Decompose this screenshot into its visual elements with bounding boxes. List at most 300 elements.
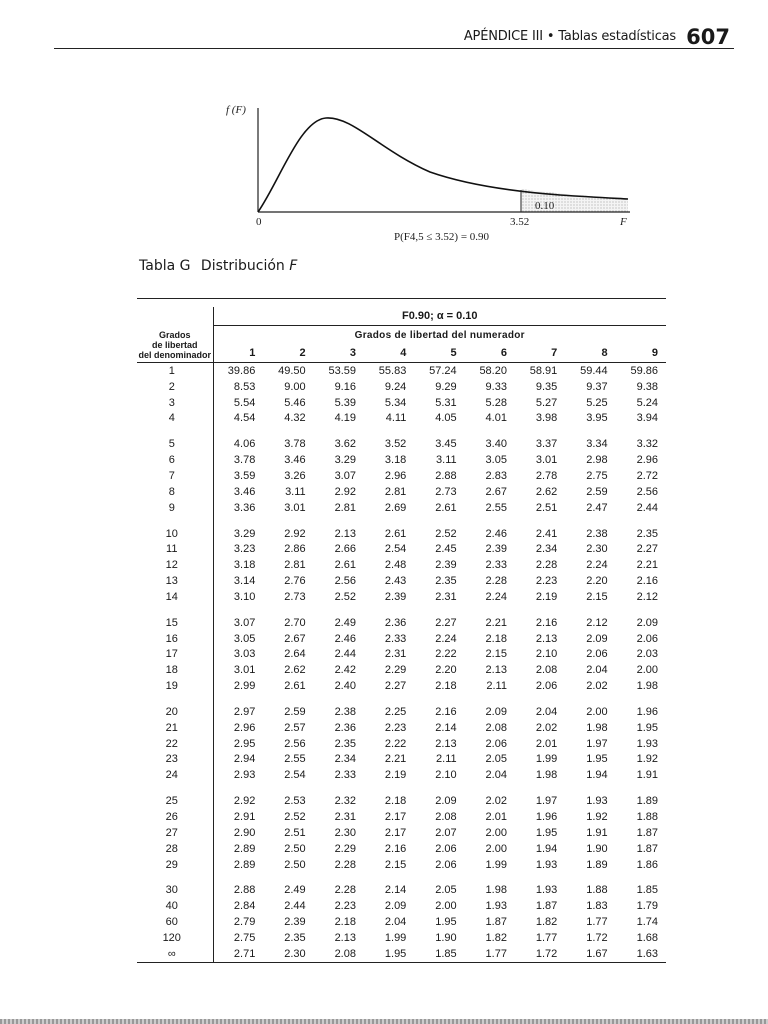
critical-value: 1.67 (586, 947, 608, 960)
critical-value: 1.95 (535, 826, 558, 839)
critical-value: 3.01 (535, 454, 558, 467)
critical-value: 2.02 (485, 795, 507, 808)
critical-value: 2.46 (485, 527, 507, 540)
critical-value: 3.52 (384, 438, 407, 451)
column-header: 3 (314, 344, 364, 363)
critical-value: 3.03 (233, 648, 256, 661)
critical-value: 2.46 (334, 632, 356, 645)
denominator-df: 20 (137, 694, 213, 720)
critical-value: 2.22 (384, 737, 407, 750)
critical-value: 39.86 (227, 364, 256, 377)
critical-value: 2.34 (535, 543, 558, 556)
critical-value: 9.29 (435, 380, 457, 393)
column-header: 6 (465, 344, 515, 363)
critical-value: 2.35 (636, 527, 658, 540)
critical-value: 2.43 (384, 575, 407, 588)
critical-value: 2.95 (233, 737, 256, 750)
critical-value: 2.39 (485, 543, 507, 556)
critical-value: 2.23 (334, 900, 356, 913)
critical-value: 2.00 (485, 826, 507, 839)
critical-value: 5.39 (334, 396, 356, 409)
critical-value: 2.13 (435, 737, 457, 750)
denominator-df: 19 (137, 678, 213, 694)
critical-value: 1.83 (586, 900, 608, 913)
denominator-df: 40 (137, 898, 213, 914)
critical-value: 2.31 (384, 648, 407, 661)
critical-value: 2.38 (334, 705, 356, 718)
critical-value: 2.16 (636, 575, 658, 588)
critical-value: 3.40 (485, 438, 507, 451)
critical-value: 3.11 (436, 454, 457, 467)
critical-value: 2.62 (535, 485, 558, 498)
row-header-line1: Grados (158, 330, 191, 340)
critical-value: 1.82 (535, 916, 558, 929)
critical-value: 1.89 (586, 858, 608, 871)
critical-value: 2.18 (435, 680, 457, 693)
critical-value: 2.08 (334, 947, 356, 960)
critical-value: 2.14 (435, 721, 457, 734)
critical-value: 2.04 (485, 769, 507, 782)
critical-value: 2.56 (636, 485, 658, 498)
critical-value: 2.92 (334, 485, 356, 498)
denominator-df: 3 (137, 395, 213, 411)
critical-value: 3.18 (233, 559, 256, 572)
denominator-df: 18 (137, 662, 213, 678)
critical-value: 2.59 (284, 705, 306, 718)
critical-value: 2.13 (334, 931, 356, 944)
running-title: APÉNDICE III • Tablas estadísticas (463, 29, 676, 44)
critical-value: 2.75 (233, 931, 256, 944)
critical-value: 2.00 (485, 842, 507, 855)
critical-value: 9.33 (485, 380, 507, 393)
critical-value: 1.94 (586, 769, 608, 782)
critical-value: 1.82 (485, 931, 507, 944)
critical-value: 2.47 (586, 501, 608, 514)
critical-value: 2.21 (636, 559, 658, 572)
critical-value: 2.81 (384, 485, 407, 498)
table-row (137, 426, 666, 452)
table-row (137, 557, 666, 573)
critical-value: 2.36 (384, 616, 407, 629)
critical-value: 2.21 (384, 753, 407, 766)
critical-value: 2.09 (384, 900, 407, 913)
denominator-df: 11 (137, 541, 213, 557)
critical-value: 1.99 (384, 931, 407, 944)
critical-value: 49.50 (278, 364, 306, 377)
critical-value: 4.06 (233, 438, 256, 451)
critical-value: 3.62 (334, 438, 356, 451)
tail-area-label: 0.10 (535, 200, 555, 212)
denominator-df: 13 (137, 573, 213, 589)
critical-value: 2.30 (586, 543, 608, 556)
critical-value: 2.99 (233, 680, 256, 693)
critical-value: 1.94 (535, 842, 558, 855)
critical-value: 2.28 (334, 884, 356, 897)
denominator-df: ∞ (137, 946, 213, 962)
table-row (137, 930, 666, 946)
critical-value: 2.00 (586, 705, 608, 718)
critical-value: 2.30 (334, 826, 356, 839)
critical-value: 4.11 (385, 412, 407, 425)
critical-value: 4.19 (334, 412, 356, 425)
critical-value: 2.33 (384, 632, 407, 645)
critical-value: 3.05 (485, 454, 507, 467)
critical-value: 2.54 (384, 543, 407, 556)
critical-value: 2.27 (384, 680, 407, 693)
critical-value: 2.55 (485, 501, 507, 514)
critical-value: 5.27 (535, 396, 558, 409)
table-row (137, 783, 666, 809)
critical-value: 8.53 (233, 380, 256, 393)
critical-value: 2.41 (535, 527, 558, 540)
denominator-df: 2 (137, 379, 213, 395)
critical-value: 2.61 (284, 680, 306, 693)
critical-values-table (137, 298, 666, 965)
critical-value: 3.36 (233, 501, 256, 514)
critical-value: 3.29 (233, 527, 256, 540)
critical-value: 2.03 (636, 648, 658, 661)
column-header: 7 (515, 344, 565, 363)
critical-value: 2.56 (284, 737, 306, 750)
row-header (137, 326, 213, 363)
critical-value: 9.35 (535, 380, 558, 393)
critical-value: 2.18 (334, 916, 356, 929)
critical-value: 2.24 (485, 590, 507, 603)
critical-value: 2.14 (384, 884, 407, 897)
denominator-df: 26 (137, 809, 213, 825)
critical-value: 2.30 (284, 947, 306, 960)
critical-value: 2.78 (535, 469, 558, 482)
critical-value: 2.19 (535, 590, 558, 603)
critical-value: 2.39 (435, 559, 457, 572)
critical-value: 9.37 (586, 380, 608, 393)
critical-value: 2.00 (636, 664, 658, 677)
critical-value: 2.35 (435, 575, 457, 588)
critical-value: 2.07 (435, 826, 457, 839)
critical-value: 2.93 (233, 769, 256, 782)
critical-value: 2.06 (435, 858, 457, 871)
critical-value: 2.52 (435, 527, 457, 540)
critical-value: 1.95 (435, 916, 457, 929)
table-row (137, 872, 666, 898)
critical-value: 2.81 (284, 559, 306, 572)
critical-value: 2.35 (334, 737, 356, 750)
critical-value: 2.04 (384, 916, 407, 929)
critical-value: 2.51 (284, 826, 306, 839)
denominator-df: 29 (137, 857, 213, 873)
critical-value: 2.29 (384, 664, 407, 677)
critical-value: 2.28 (535, 559, 558, 572)
critical-value: 2.04 (586, 664, 608, 677)
critical-value: 3.32 (636, 438, 658, 451)
critical-value: 3.59 (233, 469, 256, 482)
critical-value: 9.38 (636, 380, 658, 393)
critical-value: 1.96 (636, 705, 658, 718)
critical-value: 1.93 (636, 737, 658, 750)
column-header-row (137, 344, 666, 363)
critical-value: 3.01 (233, 664, 256, 677)
critical-value: 2.61 (435, 501, 457, 514)
critical-value: 2.35 (284, 931, 306, 944)
critical-value: 2.31 (334, 811, 356, 824)
critical-value: 1.79 (636, 900, 658, 913)
denominator-df: 24 (137, 767, 213, 783)
critical-value: 2.01 (485, 811, 507, 824)
critical-value: 1.97 (535, 795, 558, 808)
critical-value: 2.05 (435, 884, 457, 897)
denominator-df: 28 (137, 841, 213, 857)
critical-value: 2.96 (233, 721, 256, 734)
critical-value: 1.86 (636, 858, 658, 871)
critical-value: 2.48 (384, 559, 407, 572)
denominator-df: 8 (137, 484, 213, 500)
critical-value: 3.78 (233, 454, 256, 467)
critical-value: 2.72 (636, 469, 658, 482)
column-header: 2 (263, 344, 313, 363)
critical-value: 2.17 (384, 826, 407, 839)
critical-value: 58.20 (479, 364, 507, 377)
critical-value: 1.87 (636, 842, 658, 855)
critical-value: 1.87 (535, 900, 558, 913)
critical-value: 3.26 (284, 469, 306, 482)
critical-value: 2.04 (535, 705, 558, 718)
critical-value: 2.61 (384, 527, 407, 540)
critical-value: 2.88 (233, 884, 256, 897)
table-row (137, 898, 666, 914)
critical-value: 2.44 (636, 501, 658, 514)
critical-value: 2.19 (384, 769, 407, 782)
table-row (137, 395, 666, 411)
critical-value: 1.95 (384, 947, 407, 960)
critical-value: 5.25 (586, 396, 608, 409)
denominator-df: 30 (137, 872, 213, 898)
table-title: Distribución (200, 258, 285, 274)
critical-value: 2.23 (535, 575, 558, 588)
critical-value: 9.24 (384, 380, 407, 393)
critical-value: 1.89 (636, 795, 658, 808)
critical-value: 1.99 (485, 858, 507, 871)
critical-value: 1.93 (485, 900, 507, 913)
x-axis-label: F (620, 216, 627, 228)
critical-value: 2.05 (485, 753, 507, 766)
critical-value: 2.11 (486, 680, 507, 693)
table-row (137, 516, 666, 542)
critical-value: 1.92 (586, 811, 608, 824)
critical-value: 3.11 (285, 485, 306, 498)
table-row (137, 736, 666, 752)
critical-value: 1.93 (586, 795, 608, 808)
critical-value: 3.45 (435, 438, 457, 451)
critical-value: 2.54 (284, 769, 306, 782)
critical-value: 5.54 (233, 396, 256, 409)
critical-value: 1.90 (435, 931, 457, 944)
table-title-variable: F (289, 258, 298, 274)
critical-value: 3.34 (586, 438, 608, 451)
table-row (137, 541, 666, 557)
critical-value: 1.92 (636, 753, 658, 766)
table-row (137, 752, 666, 768)
table-row (137, 825, 666, 841)
table-row (137, 767, 666, 783)
critical-value: 2.92 (284, 527, 306, 540)
denominator-df: 4 (137, 411, 213, 427)
critical-value: 3.37 (535, 438, 558, 451)
table-row (137, 914, 666, 930)
critical-value: 2.08 (535, 664, 558, 677)
critical-value: 2.73 (284, 590, 306, 603)
critical-value: 3.05 (233, 632, 256, 645)
critical-value: 2.91 (233, 811, 256, 824)
critical-value: 2.92 (233, 795, 256, 808)
critical-value: 2.98 (586, 454, 608, 467)
critical-value: 2.53 (284, 795, 306, 808)
critical-value: 1.77 (586, 916, 608, 929)
critical-value: 1.68 (636, 931, 658, 944)
critical-value: 55.83 (378, 364, 407, 377)
critical-value: 2.36 (334, 721, 356, 734)
critical-value: 3.18 (384, 454, 407, 467)
critical-value: 2.49 (334, 616, 356, 629)
critical-value: 2.06 (435, 842, 457, 855)
critical-value: 1.99 (535, 753, 558, 766)
critical-value: 2.11 (436, 753, 457, 766)
page-number: 607 (686, 25, 730, 49)
denominator-df: 6 (137, 452, 213, 468)
critical-value: 1.87 (636, 826, 658, 839)
critical-value: 1.77 (535, 931, 558, 944)
critical-value: 2.06 (636, 632, 658, 645)
critical-value: 1.91 (586, 826, 608, 839)
table-row (137, 678, 666, 694)
table-row (137, 809, 666, 825)
column-header: 8 (565, 344, 615, 363)
table-row (137, 605, 666, 631)
table-row (137, 363, 666, 379)
critical-value: 3.98 (535, 412, 558, 425)
denominator-df: 15 (137, 605, 213, 631)
critical-value: 2.39 (284, 916, 306, 929)
critical-value: 2.71 (233, 947, 256, 960)
critical-value: 2.83 (485, 469, 507, 482)
critical-value: 2.09 (636, 616, 658, 629)
table-row (137, 631, 666, 647)
critical-value: 2.45 (435, 543, 457, 556)
critical-value: 2.34 (334, 753, 356, 766)
critical-value: 2.00 (435, 900, 457, 913)
critical-value: 2.97 (233, 705, 256, 718)
critical-value: 2.06 (586, 648, 608, 661)
critical-value: 2.09 (586, 632, 608, 645)
critical-value: 2.64 (284, 648, 306, 661)
critical-value: 2.69 (384, 501, 407, 514)
table-row (137, 946, 666, 962)
critical-value: 3.46 (284, 454, 306, 467)
critical-value: 1.88 (636, 811, 658, 824)
critical-value: 3.07 (233, 616, 256, 629)
critical-value: 1.63 (636, 947, 658, 960)
table-caption (139, 258, 297, 274)
critical-value: 2.24 (435, 632, 457, 645)
critical-value: 1.91 (636, 769, 658, 782)
critical-value: 4.54 (233, 412, 256, 425)
denominator-df: 23 (137, 752, 213, 768)
critical-value: 2.27 (636, 543, 658, 556)
critical-value: 2.09 (435, 795, 457, 808)
critical-value: 2.67 (485, 485, 507, 498)
critical-value: 2.23 (384, 721, 407, 734)
critical-value: 2.13 (535, 632, 558, 645)
table-row (137, 500, 666, 516)
critical-value: 1.98 (586, 721, 608, 734)
critical-value: 2.13 (334, 527, 356, 540)
critical-value: 9.00 (284, 380, 306, 393)
critical-value: 2.09 (485, 705, 507, 718)
denominator-df: 5 (137, 426, 213, 452)
critical-value: 2.15 (485, 648, 507, 661)
critical-value: 3.23 (233, 543, 256, 556)
critical-value: 2.20 (435, 664, 457, 677)
table-row (137, 589, 666, 605)
critical-value: 2.15 (586, 590, 608, 603)
scan-edge (0, 1019, 768, 1024)
critical-value: 2.52 (284, 811, 306, 824)
critical-value: 2.18 (384, 795, 407, 808)
critical-value: 2.06 (485, 737, 507, 750)
critical-value: 2.59 (586, 485, 608, 498)
table-row (137, 694, 666, 720)
denominator-df: 60 (137, 914, 213, 930)
critical-value: 2.08 (485, 721, 507, 734)
critical-value: 2.38 (586, 527, 608, 540)
table-row (137, 647, 666, 663)
critical-value: 2.88 (435, 469, 457, 482)
denominator-df: 17 (137, 647, 213, 663)
critical-value: 3.94 (636, 412, 658, 425)
critical-value: 2.50 (284, 842, 306, 855)
denominator-df: 9 (137, 500, 213, 516)
critical-value: 1.98 (636, 680, 658, 693)
critical-value: 2.08 (435, 811, 457, 824)
table-row (137, 468, 666, 484)
critical-value: 2.61 (334, 559, 356, 572)
critical-value: 53.59 (328, 364, 356, 377)
critical-value: 59.44 (580, 364, 608, 377)
critical-value: 1.96 (535, 811, 558, 824)
critical-value: 2.52 (334, 590, 356, 603)
critical-value: 2.40 (334, 680, 356, 693)
critical-value: 2.73 (435, 485, 457, 498)
y-axis-label: f (F) (226, 104, 246, 116)
critical-value: 2.62 (284, 664, 306, 677)
critical-value: 59.86 (630, 364, 658, 377)
critical-value: 2.96 (384, 469, 407, 482)
critical-value: 3.46 (233, 485, 256, 498)
critical-value: 2.01 (535, 737, 558, 750)
critical-value: 2.22 (435, 648, 457, 661)
critical-value: 2.51 (535, 501, 558, 514)
table-row (137, 720, 666, 736)
critical-value: 5.34 (384, 396, 407, 409)
denominator-df: 7 (137, 468, 213, 484)
critical-value: 2.02 (586, 680, 608, 693)
critical-value: 2.66 (334, 543, 356, 556)
column-header: 1 (213, 344, 263, 363)
critical-value: 2.84 (233, 900, 256, 913)
probability-statement: P(F4,5 ≤ 3.52) = 0.90 (394, 231, 490, 243)
table-row (137, 484, 666, 500)
critical-value: 3.78 (284, 438, 306, 451)
critical-value: 3.07 (334, 469, 356, 482)
